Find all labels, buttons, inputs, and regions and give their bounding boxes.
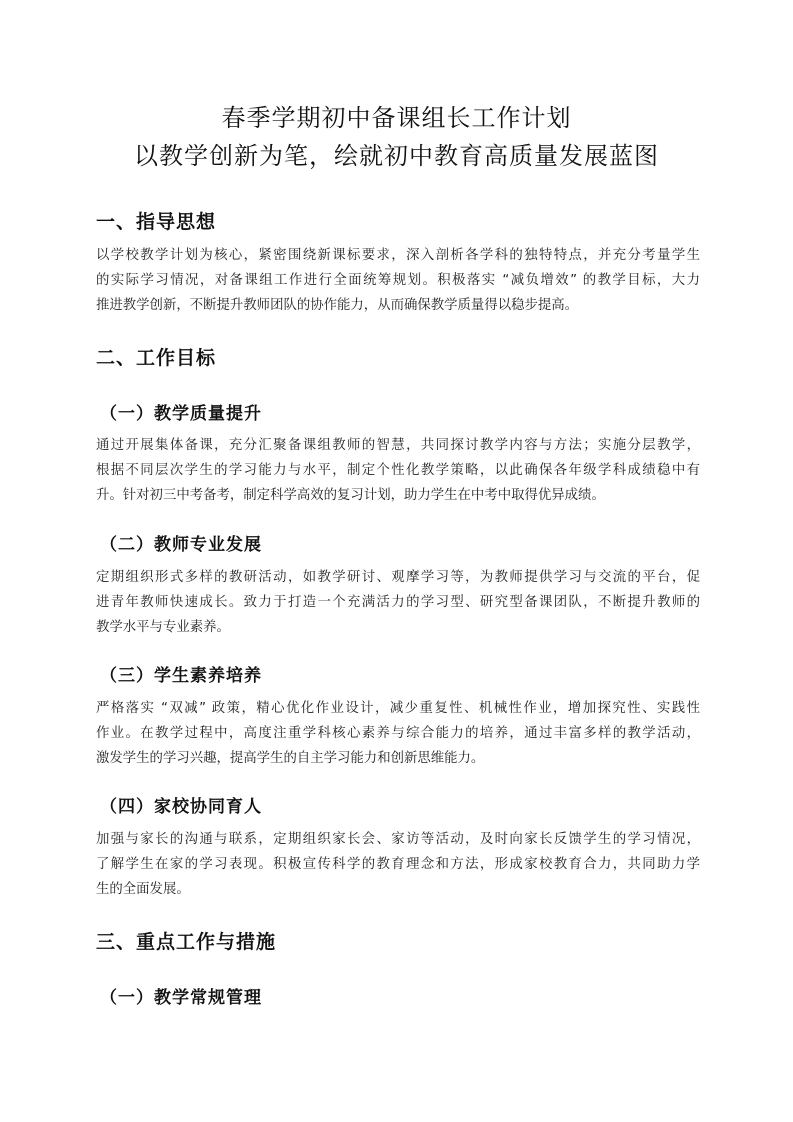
paragraph-line: 进青年教师快速成长。致力于打造一个充满活力的学习型、研究型备课团队，不断提升教师的 (96, 595, 700, 610)
section-heading-key-work: 三、重点工作与措施 (96, 931, 277, 953)
paragraph-line: 教学水平与专业素养。 (96, 620, 230, 635)
paragraph-line: 定期组织形式多样的教研活动，如教学研讨、观摩学习等，为教师提供学习与交流的平台，促 (96, 570, 700, 585)
paragraph-line: 升。针对初三中考备考，制定科学高效的复习计划，助力学生在中考中取得优异成绩。 (96, 488, 605, 503)
paragraph-line: 推进教学创新，不断提升教师团队的协作能力，从而确保教学质量得以稳步提高。 (96, 298, 579, 313)
paragraph-line: 严格落实 “双减” 政策，精心优化作业设计，减少重复性、机械性作业，增加探究性、实践性 (96, 701, 700, 716)
paragraph-line: 激发学生的学习兴趣，提高学生的自主学习能力和创新思维能力。 (96, 751, 485, 766)
paragraph-line: 以学校教学计划为核心，紧密围绕新课标要求，深入剖析各学科的独特特点，并充分考量学生 (96, 248, 700, 263)
section-heading-guiding-ideology: 一、指导思想 (96, 211, 217, 233)
paragraph-teacher-development (96, 565, 700, 640)
section-heading-work-goals: 二、工作目标 (96, 347, 217, 369)
paragraph-line: 加强与家长的沟通与联系，定期组织家长会、家访等活动，及时向家长反馈学生的学习情况， (96, 832, 700, 847)
paragraph-line: 根据不同层次学生的学习能力与水平，制定个性化教学策略，以此确保各年级学科成绩稳中有 (96, 463, 700, 478)
paragraph-line: 作业。在教学过程中，高度注重学科核心素养与综合能力的培养，通过丰富多样的教学活动， (96, 726, 700, 741)
subsection-heading-routine-management: （一）教学常规管理 (100, 988, 262, 1008)
subsection-heading-home-school: （四）家校协同育人 (100, 797, 262, 817)
paragraph-student-literacy (96, 696, 700, 771)
paragraph-line: 了解学生在家的学习表现。积极宣传科学的教育理念和方法，形成家校教育合力，共同助力学 (96, 857, 700, 872)
subsection-heading-student-literacy: （三）学生素养培养 (100, 666, 262, 686)
paragraph-guiding-ideology (96, 243, 700, 318)
document-title: 春季学期初中备课组长工作计划 (221, 104, 572, 132)
paragraph-home-school (96, 827, 700, 902)
paragraph-teaching-quality (96, 433, 700, 508)
subsection-heading-teacher-development: （二）教师专业发展 (100, 535, 262, 555)
document-subtitle: 以教学创新为笔，绘就初中教育高质量发展蓝图 (134, 142, 659, 170)
subsection-heading-teaching-quality: （一）教学质量提升 (100, 404, 262, 424)
paragraph-line: 通过开展集体备课，充分汇聚备课组教师的智慧，共同探讨教学内容与方法；实施分层教学， (96, 438, 700, 453)
paragraph-line: 的实际学习情况，对备课组工作进行全面统筹规划。积极落实 “减负增效” 的教学目标，大力 (96, 273, 700, 288)
paragraph-line: 生的全面发展。 (96, 882, 190, 897)
